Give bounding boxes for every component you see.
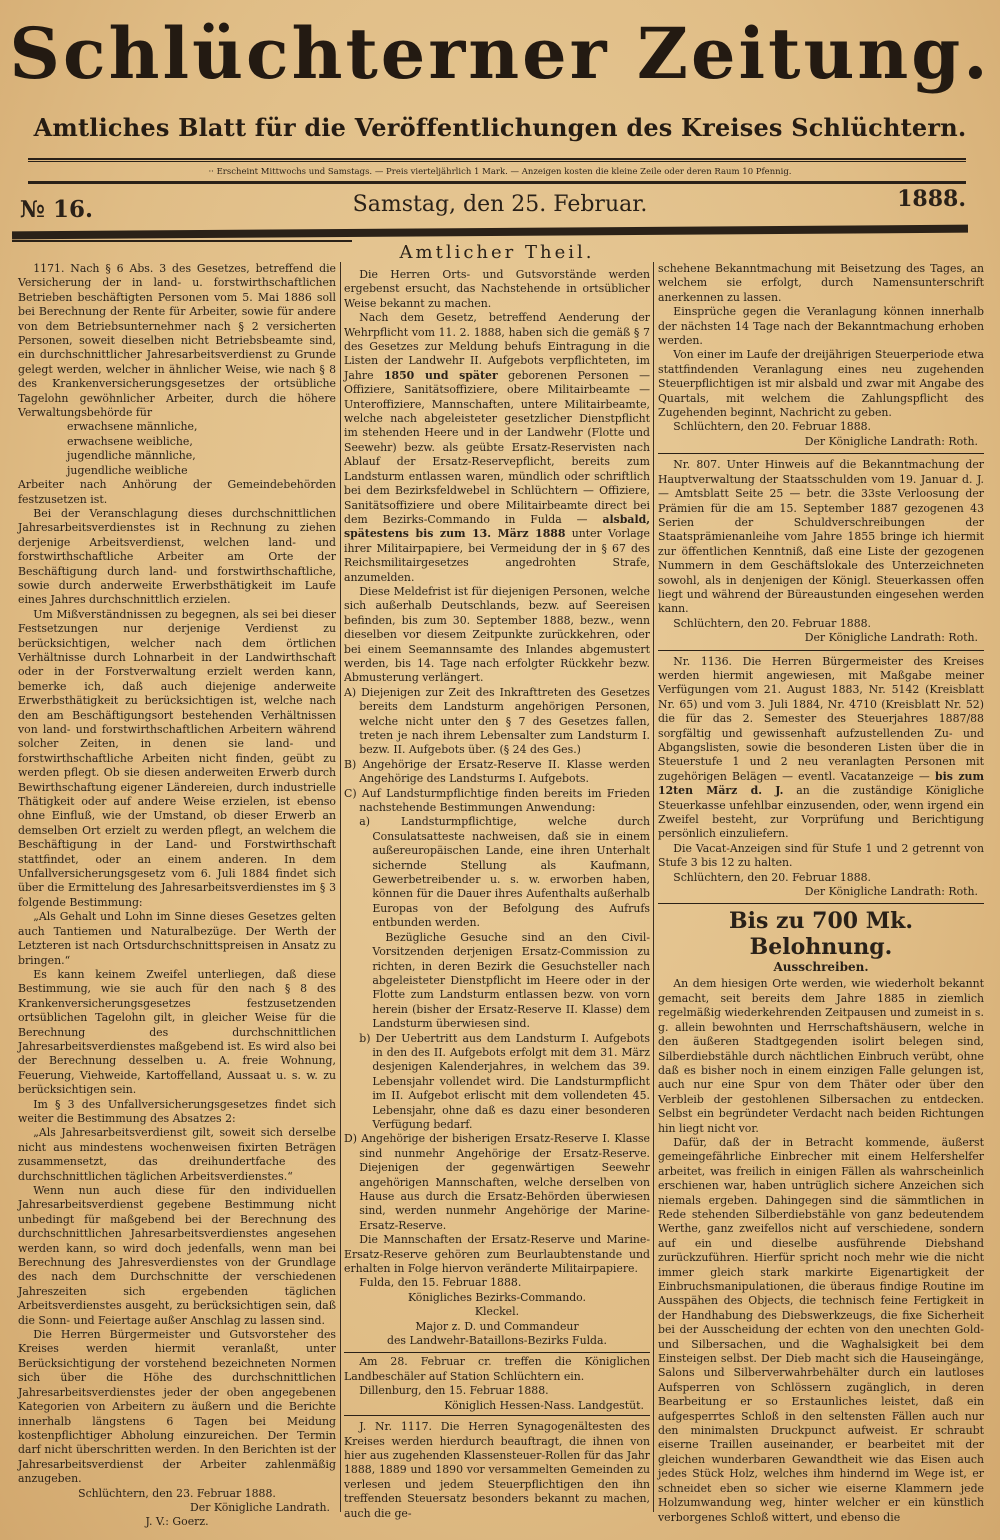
signature-line: [344, 1291, 650, 1305]
text: jugendliche männliche,: [67, 449, 196, 463]
paragraph: [344, 1420, 650, 1521]
text: Schlüchtern, den 20. Februar 1888.: [673, 420, 872, 434]
signature-line: [658, 435, 984, 449]
text: Schlüchtern, den 23. Februar 1888.: [78, 1486, 276, 1500]
text: Im § 3 des Unfallversicherungsgesetzes findet sich weiter die Bestimmung des Absatzes 2:: [18, 1097, 336, 1125]
text: „Als Jahresarbeitsverdienst gilt, soweit sich derselbe nicht aus mindestens wochenweisen fixirten Beträgen zusammensetzt, das dreihundertfache des durchschnittlichen täglichen Arbeitsverdienstes.“: [18, 1126, 336, 1183]
notice-box: [344, 1352, 650, 1416]
paragraph: [658, 617, 984, 631]
paragraph: [18, 420, 336, 434]
divider: [28, 161, 966, 162]
text: Ausschreiben.: [773, 960, 869, 975]
bold-text: 1850 und später: [383, 368, 498, 382]
issue-date: Samstag, den 25. Februar.: [352, 192, 648, 217]
text: Dafür, daß der in Betracht kommende, äußerst gemeingefährliche Einbrecher mit einem Helfershelfer arbeitet, was freilich in einigen Fällen als wahrscheinlich erschienen war, haben untrüglich sichere Anzeichen sich niemals ergeben. Dahingegen sind die sämmtlichen in Rede stehenden Silberdiebstähle von ganz bedeutendem Werthe, ganz zweifellos nicht auf verschiedene, sondern auf ein und dieselbe ausführende Diebshand zurückzuführen. Hierfür spricht noch mehr wie die nicht immer gleich stark markirte Eigenartigkeit der Einbruchsmanipulationen, die überaus findige Routine im Ausspähen des Objects, die technisch feine Fertigkeit in der Handhabung des Diebswerkzeugs, die fixe Sicherheit bei der Ausscheidung der echten von den unechten Gold- und Silbersachen, und die Waghalsigkeit bei dem Einsteigen selbst. Der Dieb macht sich die Hauseingänge, Salons und Silberverwahrbehälter durch ein lautloses Aufsperren von Schlössern zugänglich, in deren Bearbeitung er so Erstaunliches leistet, daß ein aufgesperrtes Schloß in den seltensten Fällen auch nur den minimalsten Druckpunct aufweist. Er schraubt eiserne Traillen auseinander, er bearbeitet mit der gleichen wunderbaren Gewandtheit wie das Eisen auch jedes Stück Holz, welches ihm hindernd im Wege ist, er schneidet eben so sicher wie eiserne Klammern jede Holzumwandung weg, hinter welcher er ein künstlich verborgenes Schloß wittert, und ebenso die: [658, 1135, 984, 1524]
text: J. V.: Goerz.: [145, 1515, 209, 1529]
text: b) Der Uebertritt aus dem Landsturm I. Aufgebots in den des II. Aufgebots erfolgt mit dem 31. März desjenigen Kalenderjahres, in welchem das 39. Lebensjahr vollendet wird. Die Landsturmpflicht im II. Aufgebot erlischt mit dem vollendeten 45. Lebensjahr, ohne daß es dazu einer besonderen Verfügung bedarf.: [359, 1031, 650, 1131]
paragraph: [344, 787, 650, 816]
text: Einsprüche gegen die Veranlagung können innerhalb der nächsten 14 Tage nach der Bekanntmachung erhoben werden.: [658, 305, 984, 348]
heading: [658, 908, 984, 960]
signature-line: [658, 885, 984, 899]
paragraph: [658, 305, 984, 348]
text: Schlüchtern, den 20. Februar 1888.: [673, 870, 872, 884]
text: schehene Bekanntmachung mit Beisetzung des Tages, an welchem sie erfolgt, durch Namensunterschrift anerkennen zu lassen.: [658, 262, 984, 304]
column-right: [658, 262, 984, 1524]
text: Der Königliche Landrath: Roth.: [804, 434, 978, 448]
text: Kleckel.: [474, 1305, 520, 1319]
paragraph: [18, 435, 336, 449]
column-rule: [340, 262, 341, 1512]
text: Nr. 1136. Die Herren Bürgermeister des Kreises werden hiermit angewiesen, mit Maßgabe meiner Verfügungen vom 21. August 1883, Nr. 5142 (Kreisblatt Nr. 65) und vom 3. Juli 1884, Nr. 4710 (Kreisblatt Nr. 52) die für das 2. Semester des Steuerjahres 1887/88 sorgfältig und gewissenhaft aufzustellenden Zu- und Abgangslisten, sowie die besonderen Listen über die in Steuerstufe 1 und 2 neu veranlagten Personen mit zugehörigen Belägen — eventl. Vacatanzeige —: [658, 654, 984, 783]
text: Nach dem Gesetz, betreffend Aenderung der Wehrpflicht vom 11. 2. 1888, haben sich die gemäß § 7 des Gesetzes zur Meldung behufs Eintragung in die Listen der Landwehr II. Aufgebots verpflichteten, im Jahre: [344, 311, 650, 382]
paragraph: [658, 871, 984, 885]
section-divider: [658, 453, 984, 454]
text: erwachsene männliche,: [67, 420, 198, 434]
text: Von einer im Laufe der dreijährigen Steuerperiode etwa stattfindenden Veranlagung eines neu zugehenden Steuerpflichtigen ist mir alsbald und zwar mit Angabe des Quartals, mit welchem die Zahlungspflicht des Zugehenden beginnt, Nachricht zu geben.: [658, 348, 984, 420]
text: erwachsene weibliche,: [67, 434, 193, 448]
text: Die Herren Bürgermeister und Gutsvorsteher des Kreises werden hiermit veranlaßt, unter Berücksichtigung der vorstehend bezeichneten Normen sich über die Höhe des durchschnittlichen Jahresarbeitsverdienstes jeder der oben angegebenen Kategorien von Arbeitern zu äußern und die Berichte innerhalb längstens 6 Tagen bei Meidung kostenpflichtiger Abholung einzureichen. Der Termin darf nicht überschritten werden. In den Berichten ist der Jahresarbeitsverdienst der Arbeiter zahlenmäßig anzugeben.: [18, 1328, 336, 1486]
text: Der Königliche Landrath.: [190, 1500, 330, 1514]
text: jugendliche weibliche: [67, 463, 188, 477]
paragraph: [658, 458, 984, 616]
section-divider: [658, 903, 984, 904]
paragraph: [18, 1098, 336, 1127]
text: A) Diejenigen zur Zeit des Inkrafttreten des Gesetzes bereits dem Landsturm angehörigen Personen, welche nicht unter den § 7 des Gesetzes fallen, treten je nach ihrem Lebensalter zum Landsturm I. bezw. II. Aufgebots über. (§ 24 des Ges.): [344, 685, 650, 757]
text: Major z. D. und Commandeur: [415, 1319, 579, 1333]
text: Dillenburg, den 15. Februar 1888.: [359, 1384, 549, 1398]
paragraph: [18, 478, 336, 507]
paragraph: [658, 977, 984, 1135]
signature-line: [344, 1305, 650, 1319]
text: „Als Gehalt und Lohn im Sinne dieses Gesetzes gelten auch Tantiemen und Naturalbezüge. Der Werth der Letzteren ist nach Ortsdurchschnittspreisen in Ansatz zu bringen.“: [18, 910, 336, 967]
paragraph: [344, 686, 650, 758]
text: Die Herren Orts- und Gutsvorstände werden ergebenst ersucht, das Nachstehende in ortsüblicher Weise bekannt zu machen.: [344, 268, 650, 310]
paragraph: [18, 968, 336, 1098]
signature-line: [18, 1501, 336, 1515]
text: Nr. 807. Unter Hinweis auf die Bekanntmachung der Hauptverwaltung der Staatsschulden vom 19. Januar d. J. — Amtsblatt Seite 25 — betr. die 33ste Verloosung der Prämien für die am 15. September 1887 gezogenen 43 Serien der Schuldverschreibungen der Staatsprämienanleihe vom Jahre 1855 bringe ich hiermit zur öffentlichen Kenntniß, daß eine Liste der gezogenen Nummern in dem Geschäftslokale des Unterzeichneten sowohl, als in denjenigen der Königl. Steuerkassen offen liegt und während der Büreaustunden eingesehen werden kann.: [658, 458, 984, 616]
paragraph: [18, 507, 336, 608]
heading: [658, 960, 984, 975]
text: Die Mannschaften der Ersatz-Reserve und Marine-Ersatz-Reserve gehören zum Beurlaubtenstande und erhalten in Folge hiervon veränderte Militairpapiere.: [344, 1233, 650, 1276]
divider: [12, 240, 352, 242]
text: An dem hiesigen Orte werden, wie wiederholt bekannt gemacht, seit bereits dem Jahre 1885 in ziemlich regelmäßig wiederkehrenden Zeitpausen und zumeist in s. g. allein bewohnten und Herrschaftshäusern, welche in den äußeren Stadtgegenden isolirt belegen sind, Silberdiebstähle durch nächtlichen Einbruch verübt, ohne daß es bisher noch in einem einzigen Falle gelungen ist, auch nur eine Spur von dem Thäter oder über den Verbleib der gestohlenen Silbersachen zu entdecken. Selbst ein begründeter Verdacht nach beiden Richtungen hin liegt nicht vor.: [658, 977, 984, 1135]
text: Bezügliche Gesuche sind an den Civil-Vorsitzenden derjenigen Ersatz-Commission zu richten, in deren Bezirk die Gesuchsteller nach abgeleisteter Dienstpflicht im Heere oder in der Flotte zum Landsturm entlassen bezw. von vorn herein (bisher der Ersatz-Reserve II. Klasse) dem Landsturm überwiesen sind.: [372, 930, 650, 1031]
signature-line: [18, 1515, 336, 1529]
paragraph: [18, 1126, 336, 1184]
signature-line: [658, 631, 984, 645]
newspaper-subtitle: Amtliches Blatt für die Veröffentlichungen des Kreises Schlüchtern.: [33, 113, 967, 142]
signature-line: [344, 1320, 650, 1334]
column-left: [18, 262, 336, 1529]
paragraph: [344, 1355, 650, 1384]
column-middle: [344, 242, 650, 1520]
paragraph: [344, 1032, 650, 1133]
paragraph: [658, 842, 984, 871]
paragraph: [344, 1132, 650, 1233]
thick-divider: [12, 225, 968, 240]
text: des Landwehr-Bataillons-Bezirks Fulda.: [386, 1334, 607, 1348]
paragraph: [18, 910, 336, 968]
text: B) Angehörige der Ersatz-Reserve II. Klasse werden Angehörige des Landsturms I. Aufgebots.: [344, 757, 650, 786]
paragraph: [658, 655, 984, 842]
text: D) Angehörige der bisherigen Ersatz-Reserve I. Klasse sind nunmehr Angehörige der Ersatz-Reserve. Diejenigen der gegenwärtigen Seewehr angehörigen Mannschaften, welche derselben von Hause aus durch die Ersatz-Behörden überwiesen sind, werden nunmehr Angehörige der Marine-Ersatz-Reserve.: [344, 1132, 650, 1232]
text: Schlüchtern, den 20. Februar 1888.: [673, 616, 872, 630]
publication-info: ·· Erscheint Mittwochs und Samstags. — Preis vierteljährlich 1 Mark. — Anzeigen kosten die kleine Zeile oder deren Raum 10 Pfennig.: [208, 167, 792, 177]
text: Amtlicher Theil.: [399, 242, 595, 263]
paragraph: [344, 1384, 650, 1398]
text: Königlich Hessen-Nass. Landgestüt.: [444, 1398, 644, 1412]
paragraph: [658, 348, 984, 420]
paragraph: [18, 1184, 336, 1328]
text: an die zuständige Königliche Steuerkasse unfehlbar einzusenden, oder, wenn irgend ein Zweifel besteht, zur Vorprüfung und Berichtigung persönlich einzuliefern.: [658, 784, 984, 841]
text: Der Königliche Landrath: Roth.: [804, 631, 978, 645]
text: Fulda, den 15. Februar 1888.: [359, 1276, 522, 1290]
paragraph: [344, 268, 650, 311]
issue-number: № 16.: [20, 196, 94, 223]
paragraph: [344, 1276, 650, 1290]
text: Der Königliche Landrath: Roth.: [804, 885, 978, 899]
paragraph: [18, 262, 336, 420]
text: Bis zu 700 Mk. Belohnung.: [729, 908, 913, 961]
text: Königliches Bezirks-Commando.: [407, 1290, 587, 1304]
paragraph: [658, 420, 984, 434]
text: unter Vorlage ihrer Militairpapiere, bei Vermeidung der in § 67 des Reichsmilitairgesetzes angedrohten Strafe, anzumelden.: [344, 527, 650, 584]
text: C) Auf Landsturmpflichtige finden bereits im Frieden nachstehende Bestimmungen Anwendung:: [344, 786, 650, 815]
paragraph: [344, 311, 650, 585]
bold-text: alsbald, spätestens bis zum 13. März 1888: [344, 512, 650, 541]
signature-line: [344, 1399, 650, 1413]
column-rule: [653, 262, 654, 1512]
text: 1171. Nach § 6 Abs. 3 des Gesetzes, betreffend die Versicherung der in land- u. forstwirthschaftlichen Betrieben beschäftigten Personen vom 5. Mai 1886 soll bei Berechnung der Rente für Arbeiter, sowie für andere von dem Betriebsunternehmer nach § 2 versicherten Personen, soweit dieselben nicht Betriebsbeamte sind, ein durchschnittlicher Jahresarbeitsverdienst zu Grunde gelegt werden, welcher in ähnlicher Weise, wie nach § 8 des Krankenversicherungsgesetzes der ortsübliche Tagelohn gewöhnlicher Arbeiter, durch die höhere Verwaltungsbehörde für: [18, 262, 336, 420]
text: Arbeiter nach Anhörung der Gemeindebehörden festzusetzen ist.: [18, 478, 336, 506]
paragraph: [18, 1328, 336, 1486]
paragraph: [18, 449, 336, 463]
text: geborenen Personen — Offiziere, Sanitätsoffiziere, obere Militairbeamte — Unteroffiziere, Mannschaften, untere Militairbeamte, welche nach abgeleisteter gesetzlicher Dienstpflicht im stehenden Heere und in der Landwehr (Flotte und Seewehr) bezw. als geübte Ersatz-Reservisten nach Ablauf der Ersatz-Reservepflicht, bereits zum Landsturm entlassen waren, mündlich oder schriftlich bei dem Bezirksfeldwebel in Schlüchtern — Offiziere, Sanitätsoffiziere und obere Militairbeamte direct bei dem Bezirks-Commando in Fulda —: [344, 368, 650, 526]
paragraph: [658, 1136, 984, 1525]
heading: [344, 242, 650, 264]
newspaper-title: Schlüchterner Zeitung.: [9, 12, 991, 95]
paragraph: [344, 1233, 650, 1276]
text: Wenn nun auch diese für den individuellen Jahresarbeitsverdienst gegebene Bestimmung nicht unbedingt für maßgebend bei der Berechnung des durchschnittlichen Jahresarbeitsverdienstes angesehen werden kann, so wird doch jedenfalls, wenn man bei Berechnung des Jahresverdienstes von der Grundlage des nach dem Durchschnitte der verschiedenen Jahreszeiten sich ergebenden täglichen Arbeitsverdienstes ausgeht, zu berücksichtigen sein, daß die Sonn- und Feiertage außer Anschlag zu lassen sind.: [18, 1184, 336, 1327]
paragraph: [344, 758, 650, 787]
text: Es kann keinem Zweifel unterliegen, daß diese Bestimmung, wie sie auch für den nach § 8 des Krankenversicherungsgesetzes festzusetzenden ortsüblichen Tagelohn gilt, in gleicher Weise für die Berechnung des durchschnittlichen Jahresarbeitsverdienstes maßgebend ist. Es wird also bei der Berechnung desselben u. A. freie Wohnung, Feuerung, Viehweide, Kartoffelland, Aussaat u. s. w. zu berücksichtigen sein.: [18, 967, 336, 1097]
paragraph: [344, 585, 650, 686]
paragraph: [18, 464, 336, 478]
text: Am 28. Februar cr. treffen die Königlichen Landbeschäler auf Station Schlüchtern ein.: [344, 1355, 650, 1383]
bold-text: bis zum 12ten März d. J.: [658, 769, 984, 798]
text: a) Landsturmpflichtige, welche durch Consulatsatteste nachweisen, daß sie in einem außereuropäischen Lande, eine ihren Unterhalt sichernde Stellung als Kaufmann, Gewerbetreibender u. s. w. erworben haben, können für die Dauer ihres Aufenthalts außerhalb Europas von der Befolgung des Aufrufs entbunden werden.: [359, 815, 650, 930]
text: Diese Meldefrist ist für diejenigen Personen, welche sich außerhalb Deutschlands, bezw. auf Seereisen befinden, bis zum 30. September 1888, bezw., wenn dieselben vor diesem Zeitpunkte zurückkehren, oder bei einem Seemannsamte des Inlandes abgemustert werden, bis 14. Tage nach erfolgter Rückkehr bezw. Abmusterung verlängert.: [344, 584, 650, 685]
paragraph: [344, 931, 650, 1032]
section-divider: [658, 650, 984, 651]
paragraph: [658, 262, 984, 305]
divider: [28, 181, 966, 184]
text: Die Vacat-Anzeigen sind für Stufe 1 und 2 getrennt von Stufe 3 bis 12 zu halten.: [658, 841, 984, 870]
text: Bei der Veranschlagung dieses durchschnittlichen Jahresarbeitsverdienstes ist in Rechnung zu ziehen derjenige Arbeitsverdienst, welchen land- und forstwirthschaftliche Arbeiter am Orte der Beschäftigung durch land- und forstwirthschaftliche, sowie durch anderweite Erwerbsthätigkeit im Laufe eines Jahres durchschnittlich erzielen.: [18, 506, 336, 607]
text: Um Mißverständnissen zu begegnen, als sei bei dieser Festsetzungen nur derjenige Verdienst zu berücksichtigen, welcher nach dem örtlichen Verhältnisse durch Lohnarbeit in der Landwirthschaft oder in der Forstverwaltung erzielt werden kann, bemerke ich, daß auch diejenige anderweite Erwerbsthätigkeit zu berücksichtigen ist, welche nach den am Beschäftigungsort bestehenden Verhältnissen von land- und forstwirthschaftlichen Arbeitern während solcher Zeiten, in denen sie land- und forstwirthschaftliche Arbeiten nicht finden, geübt zu werden pflegt. Ob sie diesen anderweiten Erwerb durch Bewirthschaftung eigener Ländereien, durch industrielle Thätigkeit oder auf andere Weise erzielen, ist ebenso ohne Einfluß, wie der Umstand, ob dieser Erwerb an demselben Ort erzielt zu werden pflegt, an welchem die Beschäftigung in der Land- und Forstwirthschaft stattfindet, oder an einem anderen. In dem Unfallversicherungsgesetz vom 6. Juli 1884 findet sich über die Ermittelung des Jahresarbeitsverdienstes im § 3 folgende Bestimmung:: [18, 607, 336, 909]
paragraph: [18, 608, 336, 911]
issue-year: 1888.: [897, 186, 966, 212]
divider: [28, 158, 966, 160]
signature-line: [18, 1487, 336, 1501]
text: J. Nr. 1117. Die Herren Synagogenältesten des Kreises werden hierdurch beauftragt, die ihnen von hier aus zugehenden Klassensteuer-Rollen für das Jahr 1888, 1889 und 1890 vor versammelten Gemeinden zu verlesen und jedem Steuerpflichtigen den ihn treffenden Steuersatz besonders bekannt zu machen, auch die ge-: [344, 1420, 650, 1520]
signature-line: [344, 1334, 650, 1348]
paragraph: [344, 815, 650, 930]
